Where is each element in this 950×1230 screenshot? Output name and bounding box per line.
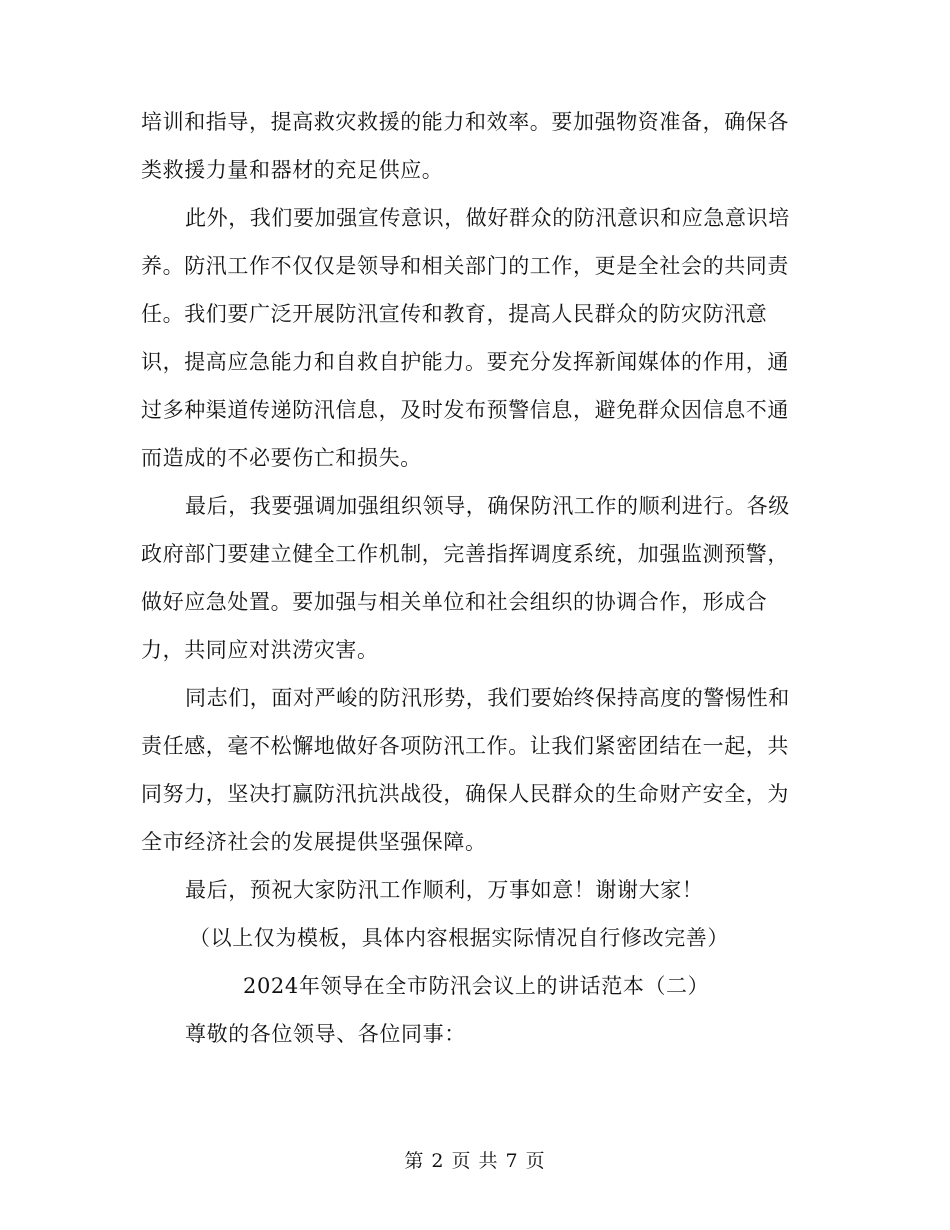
text-line: 最后，预祝大家防汛工作顺利，万事如意！谢谢大家！ (185, 878, 704, 902)
text-line: 政府部门要建立健全工作机制，完善指挥调度系统，加强监测预警， (141, 542, 789, 566)
salutation (141, 1010, 809, 1058)
section-title (141, 962, 809, 1010)
paragraph-publicity (141, 194, 809, 482)
template-note (141, 914, 809, 962)
paragraph-closing (141, 674, 809, 866)
text-line: 全市经济社会的发展提供坚强保障。 (141, 830, 487, 854)
text-line: 2024年领导在全市防汛会议上的讲话范本（二） (243, 974, 710, 998)
text-line: 培训和指导，提高救灾救援的能力和效率。要加强物资准备，确保各 (141, 110, 789, 134)
paragraph-wishes (141, 866, 809, 914)
text-line: 识，提高应急能力和自救自护能力。要充分发挥新闻媒体的作用，通 (141, 350, 789, 374)
text-line: 做好应急处置。要加强与相关单位和社会组织的协调合作，形成合 (141, 590, 768, 614)
text-line: 尊敬的各位领导、各位同事： (185, 1022, 466, 1046)
text-line: 力，共同应对洪涝灾害。 (141, 638, 379, 662)
text-line: 过多种渠道传递防汛信息，及时发布预警信息，避免群众因信息不通 (141, 398, 789, 422)
text-line: 此外，我们要加强宣传意识，做好群众的防汛意识和应急意识培 (185, 206, 790, 230)
page-number-footer: 第 2 页 共 7 页 (404, 1150, 546, 1172)
text-line: 责任感，毫不松懈地做好各项防汛工作。让我们紧密团结在一起，共 (141, 734, 789, 758)
text-line: 同努力，坚决打赢防汛抗洪战役，确保人民群众的生命财产安全，为 (141, 782, 789, 806)
text-line: 而造成的不必要伤亡和损失。 (141, 446, 422, 470)
text-line: 类救援力量和器材的充足供应。 (141, 158, 444, 182)
text-line: 养。防汛工作不仅仅是领导和相关部门的工作，更是全社会的共同责 (141, 254, 789, 278)
text-line: 同志们，面对严峻的防汛形势，我们要始终保持高度的警惕性和 (185, 686, 790, 710)
text-line: （以上仅为模板，具体内容根据实际情况自行修改完善） (189, 926, 729, 950)
text-line: 最后，我要强调加强组织领导，确保防汛工作的顺利进行。各级 (185, 494, 790, 518)
document-body (141, 98, 809, 1058)
text-line: 任。我们要广泛开展防汛宣传和教育，提高人民群众的防灾防汛意 (141, 302, 768, 326)
paragraph-leadership (141, 482, 809, 674)
paragraph-continued (141, 98, 809, 194)
